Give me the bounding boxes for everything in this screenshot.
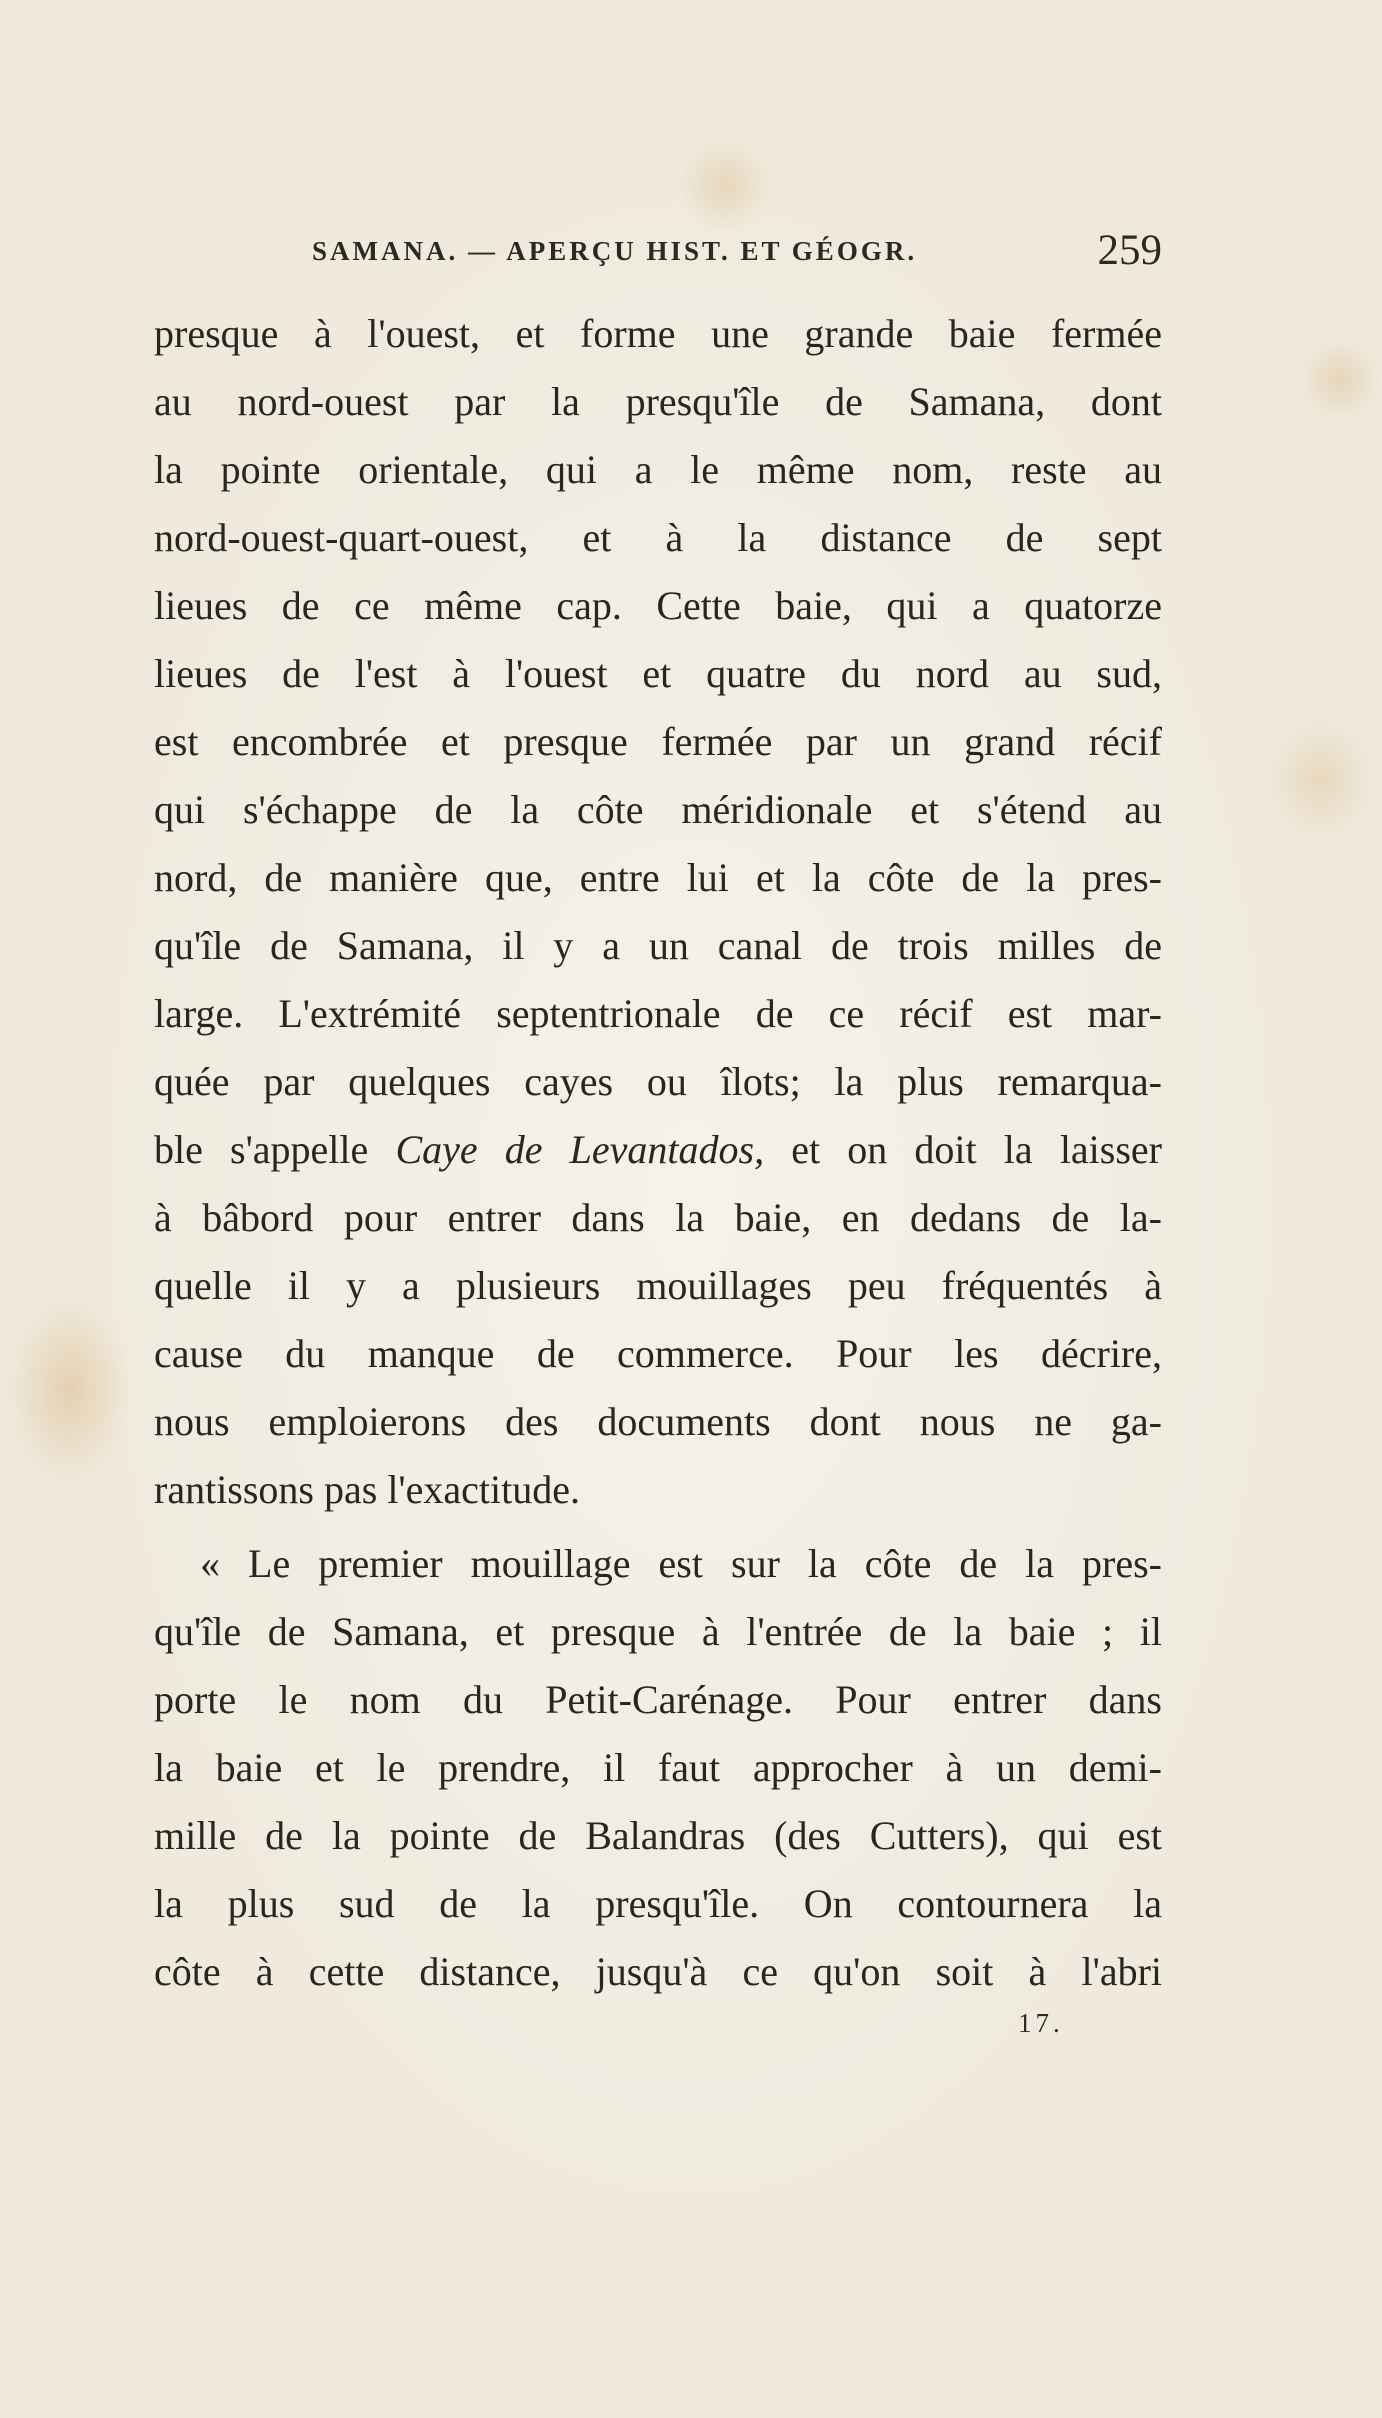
text-segment: et on doit la laisser (791, 1127, 1163, 1172)
text-line: quelle il y a plusieurs mouillages peu fréquentés à (154, 1263, 1162, 1308)
text-line: mille de la pointe de Balandras (des Cutters), qui est (154, 1813, 1162, 1858)
italic-place-name: Caye de Levantados, (395, 1127, 765, 1172)
running-head (312, 226, 1162, 286)
text-line: la plus sud de la presqu'île. On contournera la (154, 1881, 1162, 1926)
text-line: nous emploierons des documents dont nous ne ga- (154, 1399, 1162, 1444)
text-line: « Le premier mouillage est sur la côte de la pres- (200, 1541, 1162, 1586)
text-line: qu'île de Samana, et presque à l'entrée de la baie ; il (154, 1609, 1162, 1654)
text-line: lieues de ce même cap. Cette baie, qui a quatorze (154, 583, 1162, 628)
text-line: rantissons pas l'exactitude. (154, 1467, 580, 1512)
text-line: presque à l'ouest, et forme une grande baie fermée (154, 311, 1162, 356)
text-line: la baie et le prendre, il faut approcher à un demi- (154, 1745, 1162, 1790)
running-title: SAMANA. — APERÇU HIST. ET GÉOGR. (312, 236, 918, 266)
text-line: au nord-ouest par la presqu'île de Samana, dont (154, 379, 1162, 424)
text-line: à bâbord pour entrer dans la baie, en dedans de la- (154, 1195, 1162, 1240)
text-line: côte à cette distance, jusqu'à ce qu'on soit à l'abri (154, 1949, 1162, 1994)
text-line: qui s'échappe de la côte méridionale et s'étend au (154, 787, 1162, 832)
signature-mark: 17. (1018, 2008, 1064, 2038)
text-line: nord-ouest-quart-ouest, et à la distance de sept (154, 515, 1162, 560)
text-line-with-italic (154, 1116, 1162, 1184)
text-line: la pointe orientale, qui a le même nom, reste au (154, 447, 1162, 492)
page-number: 259 (1097, 227, 1162, 274)
text-line: cause du manque de commerce. Pour les décrire, (154, 1331, 1162, 1376)
body-text (154, 300, 1162, 2006)
text-line: large. L'extrémité septentrionale de ce récif est mar- (154, 991, 1162, 1036)
text-line: quée par quelques cayes ou îlots; la plus remarqua- (154, 1059, 1162, 1104)
text-segment: ble s'appelle (154, 1127, 369, 1172)
text-line: qu'île de Samana, il y a un canal de trois milles de (154, 923, 1162, 968)
text-line: nord, de manière que, entre lui et la côte de la pres- (154, 855, 1162, 900)
text-line: porte le nom du Petit-Carénage. Pour entrer dans (154, 1677, 1162, 1722)
text-line: lieues de l'est à l'ouest et quatre du nord au sud, (154, 651, 1162, 696)
text-line: est encombrée et presque fermée par un grand récif (154, 719, 1162, 764)
